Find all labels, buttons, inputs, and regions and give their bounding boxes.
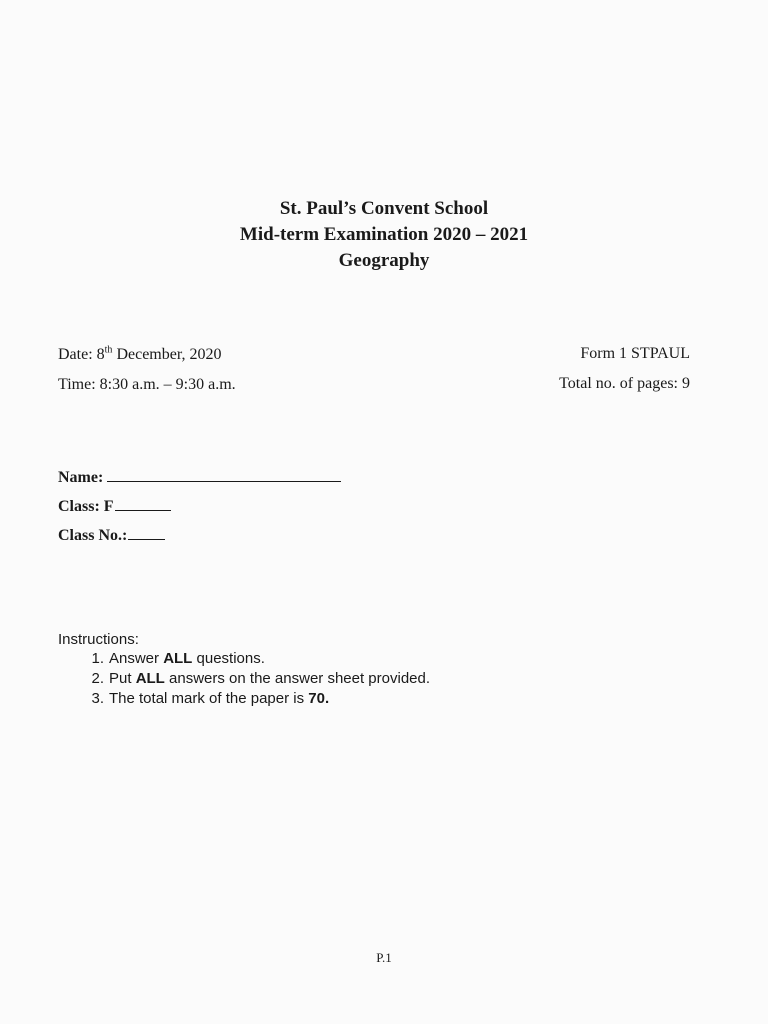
school-name: St. Paul’s Convent School [279,198,489,219]
name-blank-line[interactable] [107,467,341,482]
exam-title: Mid-term Examination 2020 – 2021 [239,224,529,245]
class-field [58,496,171,516]
instruction-text [104,649,265,669]
date-prefix: Date: 8 [58,346,105,363]
instruction-item [58,649,430,669]
instruction-text-pre: Answer [109,650,164,667]
instruction-item [58,669,430,689]
instruction-text-post: answers on the answer sheet provided. [164,670,431,687]
instruction-text-bold: 70. [308,690,330,707]
exam-time: Time: 8:30 a.m. – 9:30 a.m. [58,376,236,393]
instruction-text-bold: ALL [135,670,165,687]
class-blank-line[interactable] [115,496,171,511]
class-no-field [58,525,165,545]
instruction-text-bold: ALL [163,650,193,667]
date-superscript: th [104,344,113,356]
instruction-number: 3. [91,690,104,707]
instruction-text-pre: The total mark of the paper is [109,690,309,707]
class-no-blank-line[interactable] [128,525,165,540]
exam-date [58,346,222,364]
instruction-text-post: questions. [192,650,265,667]
page-number: P.1 [376,950,392,965]
name-field [58,467,341,487]
name-label: Name: [58,469,104,486]
form-class: Form 1 STPAUL [580,345,690,362]
instructions-list [58,649,430,709]
instruction-item [58,689,430,709]
subject-title: Geography [338,250,430,271]
date-suffix: December, 2020 [112,346,222,363]
instructions-block [58,631,430,709]
total-pages: Total no. of pages: 9 [559,375,690,392]
class-label: Class: F [58,498,114,515]
instruction-text-pre: Put [109,670,136,687]
class-no-label: Class No.: [58,527,128,544]
instructions-title: Instructions: [58,631,139,648]
instruction-number: 2. [91,670,104,687]
instruction-text [104,689,329,709]
instruction-text [104,669,430,689]
instruction-number: 1. [91,650,104,667]
